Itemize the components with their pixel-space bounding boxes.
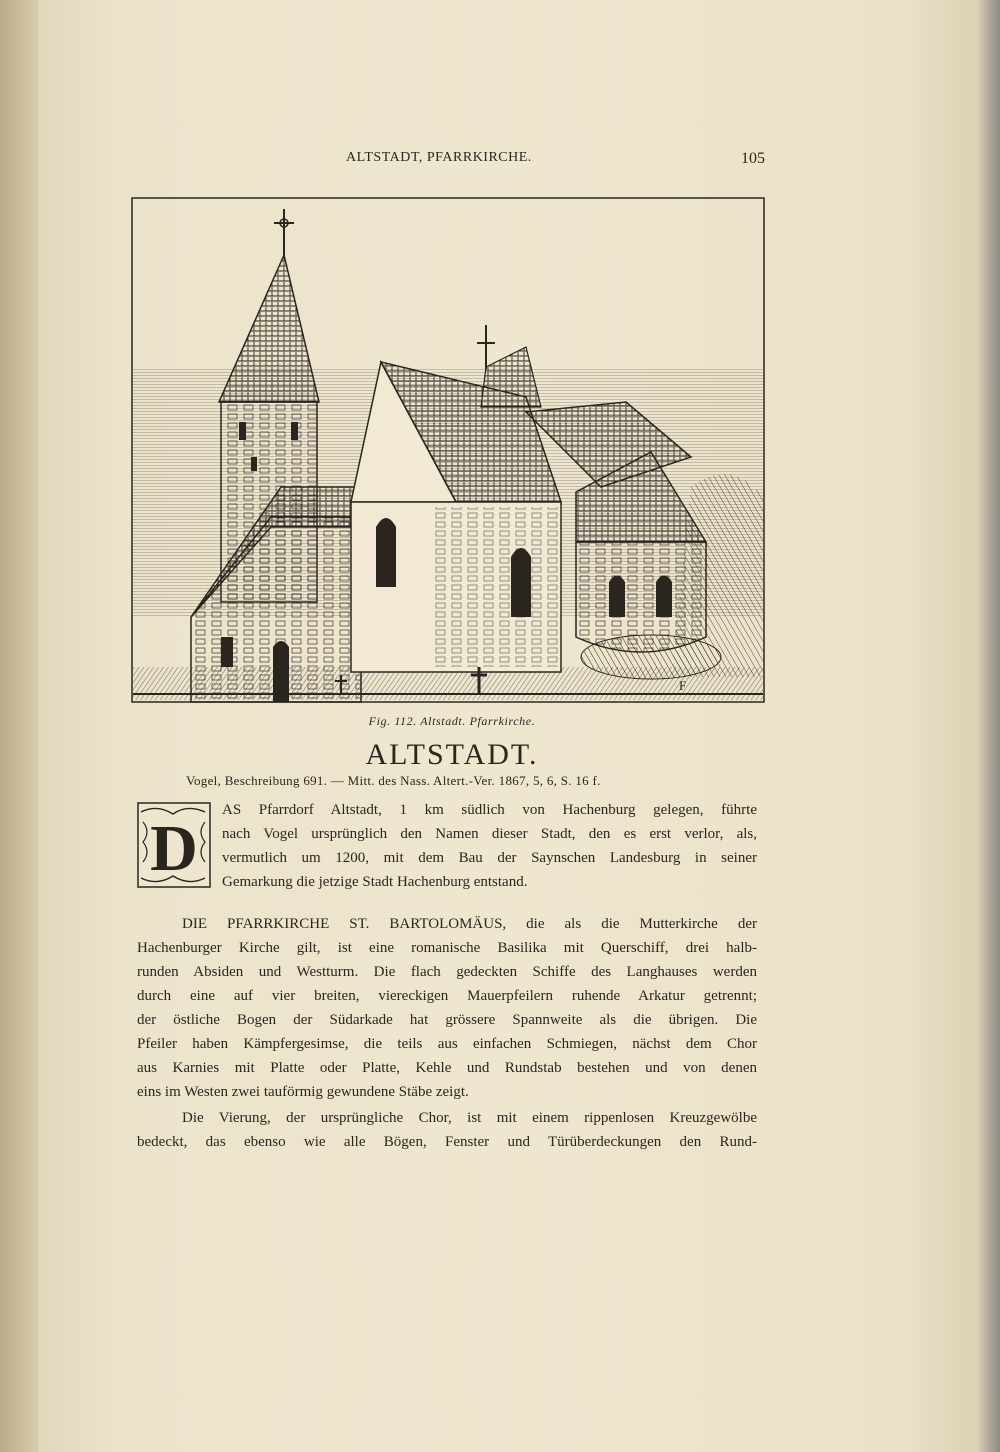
body-line: Hachenburger Kirche gilt, ist eine romanische Basilika mit Querschiff, drei halb-	[137, 940, 757, 956]
body-line: bedeckt, das ebenso wie alle Bögen, Fenster und Türüberdeckungen den Rund-	[137, 1134, 757, 1150]
intro-line: AS Pfarrdorf Altstadt, 1 km südlich von Hachenburg gelegen, führte	[222, 802, 757, 818]
body-line: aus Karnies mit Platte oder Platte, Kehle und Rundstab bestehen und von denen	[137, 1060, 757, 1076]
section-title-text: ALTSTADT.	[365, 738, 539, 771]
figure-caption-text: Fig. 112. Altstadt. Pfarrkirche.	[368, 714, 536, 728]
body-line: runden Absiden und Westturm. Die flach gedeckten Schiffe des Langhauses werden	[137, 964, 757, 980]
intro-line: vermutlich um 1200, mit dem Bau der Saynschen Landesburg in seiner	[222, 850, 757, 866]
church-illustration	[131, 197, 765, 703]
intro-line: nach Vogel ursprünglich den Namen dieser Stadt, den es erst verlor, als,	[222, 826, 757, 842]
intro-line: Gemarkung die jetzige Stadt Hachenburg entstand.	[222, 874, 528, 890]
section-title	[0, 738, 1000, 772]
page-number: 105	[741, 150, 765, 167]
body-line: Pfeiler haben Kämpfergesimse, die teils aus einfachen Schmiegen, nächst dem Chor	[137, 1036, 757, 1052]
figure-caption	[0, 714, 1000, 729]
body-line: DIE PFARRKIRCHE ST. BARTOLOMÄUS, die als die Mutterkirche der	[182, 916, 757, 932]
body-line: durch eine auf vier breiten, viereckigen Mauerpfeilern ruhende Arkatur getrennt;	[137, 988, 757, 1004]
illustration-signature: F	[679, 678, 687, 693]
running-head: ALTSTADT, PFARRKIRCHE.	[346, 150, 532, 165]
drop-cap-letter: D	[150, 812, 198, 885]
body-line: der östliche Bogen der Südarkade hat grössere Spannweite als die übrigen. Die	[137, 1012, 757, 1028]
body-line: Die Vierung, der ursprüngliche Chor, ist mit einem rippenlosen Kreuzgewölbe	[182, 1110, 757, 1126]
body-line: eins im Westen zwei tauförmig gewundene Stäbe zeigt.	[137, 1084, 469, 1100]
bibliographic-references: Vogel, Beschreibung 691. — Mitt. des Nass. Altert.-Ver. 1867, 5, 6, S. 16 f.	[186, 773, 601, 788]
decorated-initial	[137, 802, 211, 888]
